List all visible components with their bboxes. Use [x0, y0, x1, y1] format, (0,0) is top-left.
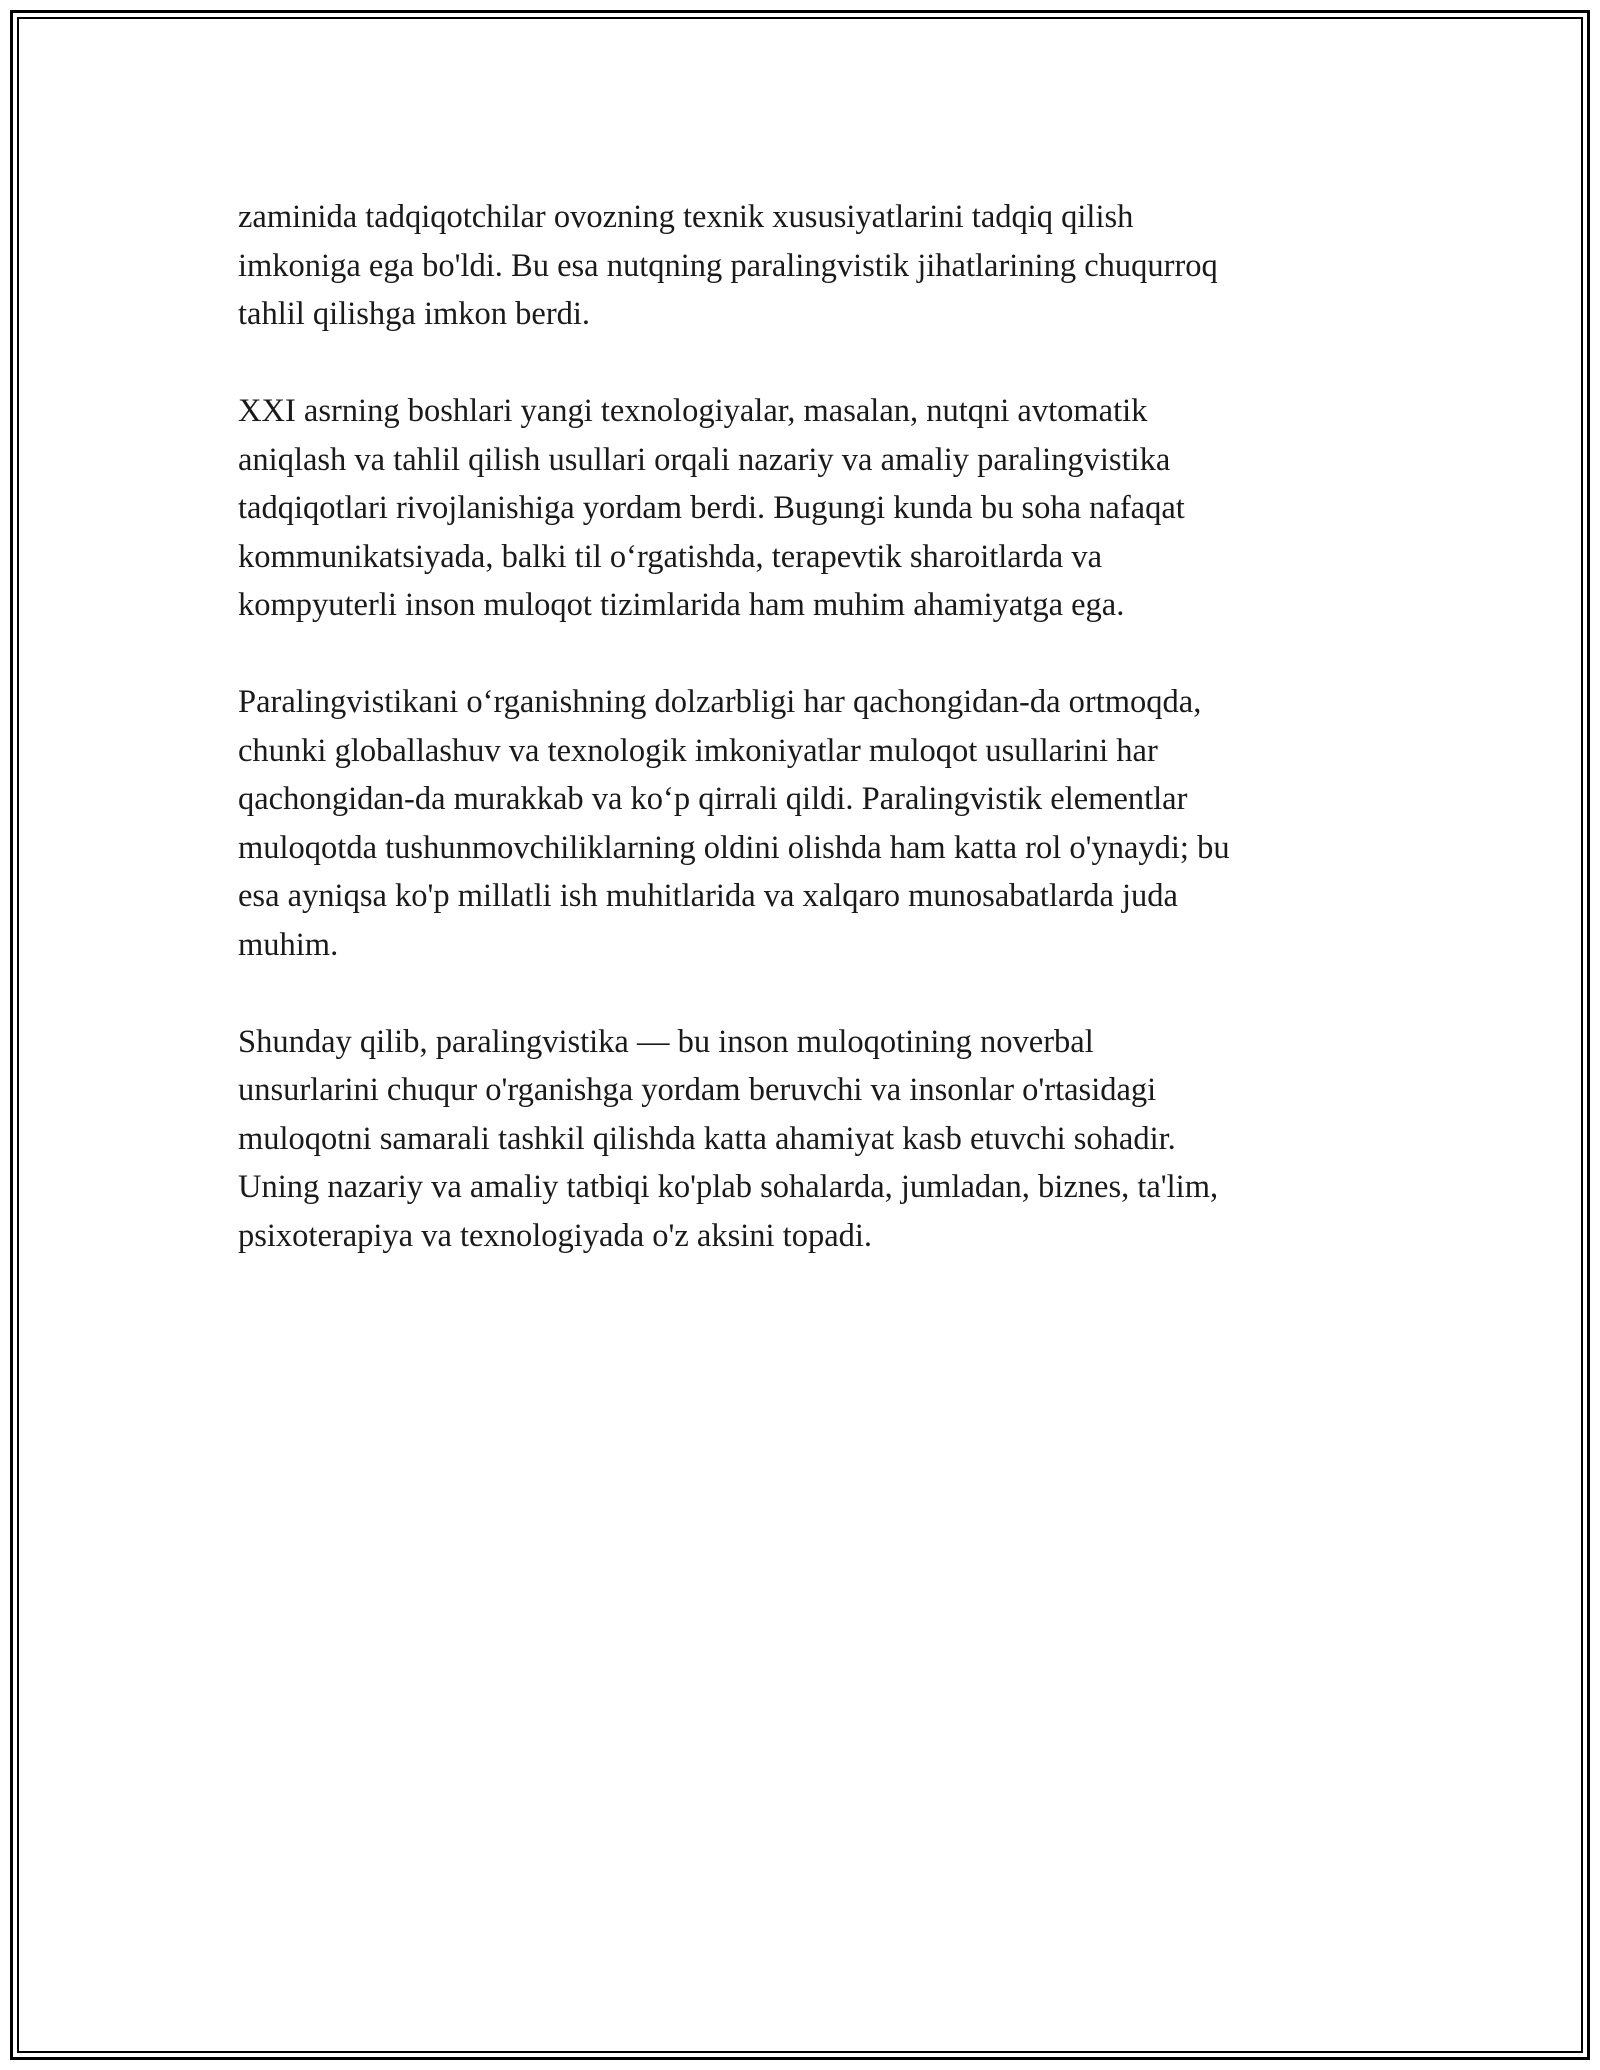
paragraph: XXI asrning boshlari yangi texnologiyalar, masalan, nutqni avtomatik aniqlash va tahlil qilish usullari orqali nazariy va amaliy paralingvistika tadqiqotlari rivojlanishiga yordam berdi. Bugungi kunda bu soha nafaqat kommunikatsiyada, balki til o‘rgatishda, terapevtik sharoitlarda va kompyuterli inson muloqot tizimlarida ham muhim ahamiyatga ega. — [238, 393, 1185, 623]
paragraph: Shunday qilib, paralingvistika — bu inson muloqotining noverbal unsurlarini chuqur o'rganishga yordam beruvchi va insonlar o'rtasidagi muloqotni samarali tashkil qilishda katta ahamiyat kasb etuvchi sohadir. Uning nazariy va amaliy tatbiqi ko'plab sohalarda, jumladan, biznes, ta'lim, psixoterapiya va texnologiyada o'z aksini topadi. — [238, 1023, 1219, 1254]
paragraph: Paralingvistikani o‘rganishning dolzarbligi har qachongidan-da ortmoqda, chunki globallashuv va texnologik imkoniyatlar muloqot usullarini har qachongidan-da murakkab va ko‘p qirrali qildi. Paralingvistik elementlar muloqotda tushunmovchiliklarning oldini olishda ham katta rol o'ynaydi; bu esa ayniqsa ko'p millatli ish muhitlarida va xalqaro munosabatlarda juda muhim. — [238, 684, 1230, 963]
paragraph: zaminida tadqiqotchilar ovozning texnik xususiyatlarini tadqiq qilish imkoniga ega bo'ldi. Bu esa nutqning paralingvistik jihatlarining chuqurroq tahlil qilishga imkon berdi. — [238, 199, 1218, 332]
document-body — [238, 193, 1378, 1309]
document-page — [10, 10, 1590, 2060]
